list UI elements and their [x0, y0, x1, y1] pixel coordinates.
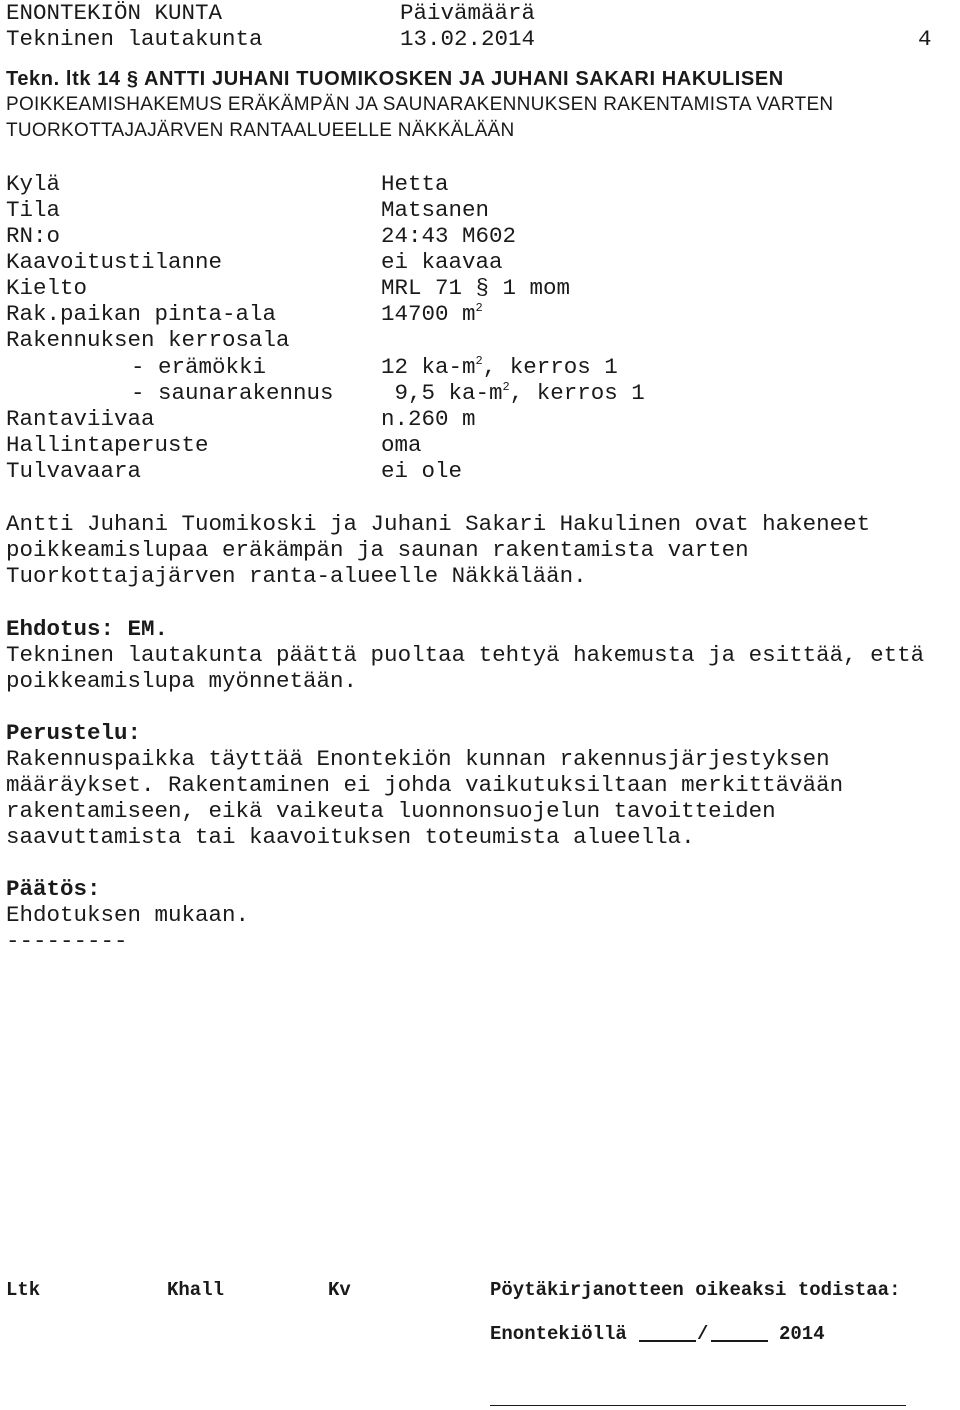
value-eramokki: 12 $ka-m^2$, kerros 1: [381, 354, 618, 380]
title-line-1: Tekn. ltk 14 § ANTTI JUHANI TUOMIKOSKEN JA JUHANI SAKARI HAKULISEN: [6, 68, 784, 90]
ehdotus-line-1: Tekninen lautakunta päättä puoltaa tehtyä hakemusta ja esittää, että: [6, 642, 925, 668]
intro-line-2: poikkeamislupaa eräkämpän ja saunan rakentamista varten: [6, 537, 749, 563]
value-rantaviiva: n.260 m: [381, 406, 476, 432]
separator-dashes: ---------: [6, 928, 128, 954]
paatos-heading: Päätös:: [6, 876, 101, 902]
perustelu-heading: Perustelu:: [6, 720, 142, 746]
page-number: 4: [918, 26, 932, 52]
label-tila: Tila: [6, 197, 61, 223]
header-date: 13.02.2014: [400, 26, 536, 52]
label-pinta-ala: Rak.paikan pinta-ala: [6, 301, 277, 327]
footer-slash: /: [697, 1323, 709, 1345]
value-pinta-ala: 14700 $m^2$: [381, 301, 483, 327]
paatos-text: Ehdotuksen mukaan.: [6, 902, 250, 928]
label-saunarakennus: - saunarakennus: [131, 380, 334, 406]
intro-line-1: Antti Juhani Tuomikoski ja Juhani Sakari Hakulinen ovat hakeneet: [6, 511, 871, 537]
value-kielto: MRL 71 § 1 mom: [381, 275, 571, 301]
label-rantaviiva: Rantaviivaa: [6, 406, 155, 432]
ehdotus-line-2: poikkeamislupa myönnetään.: [6, 668, 358, 694]
value-hallintaperuste: oma: [381, 432, 422, 458]
footer-certify: Pöytäkirjanotteen oikeaksi todistaa:: [490, 1279, 901, 1301]
label-eramokki: - erämökki: [131, 354, 267, 380]
label-kerrosala: Rakennuksen kerrosala: [6, 327, 290, 353]
label-rno: RN:o: [6, 223, 61, 249]
footer-ltk: Ltk: [6, 1279, 41, 1301]
day-blank-line: [639, 1340, 696, 1342]
title-line-2: POIKKEAMISHAKEMUS ERÄKÄMPÄN JA SAUNARAKENNUKSEN RAKENTAMISTA VARTEN: [6, 94, 834, 115]
signature-line: [490, 1405, 906, 1406]
footer-year: 2014: [779, 1323, 825, 1345]
header-committee: Tekninen lautakunta: [6, 26, 263, 52]
label-kyla: Kylä: [6, 171, 61, 197]
header-date-label: Päivämäärä: [400, 0, 536, 26]
label-kielto: Kielto: [6, 275, 88, 301]
perustelu-line-3: rakentamiseen, eikä vaikeuta luonnonsuojelun tavoitteiden: [6, 798, 776, 824]
label-kaavoitus: Kaavoitustilanne: [6, 249, 223, 275]
month-blank-line: [711, 1340, 768, 1342]
value-tila: Matsanen: [381, 197, 490, 223]
section-symbol: §: [126, 68, 139, 90]
label-hallintaperuste: Hallintaperuste: [6, 432, 209, 458]
value-rno: 24:43 M602: [381, 223, 517, 249]
perustelu-line-1: Rakennuspaikka täyttää Enontekiön kunnan rakennusjärjestyksen: [6, 746, 830, 772]
perustelu-line-4: saavuttamista tai kaavoituksen toteumista alueella.: [6, 824, 695, 850]
footer-kv: Kv: [328, 1279, 351, 1301]
value-saunarakennus: 9,5 $ka-m^2$, kerros 1: [381, 380, 645, 406]
title-line-3: TUORKOTTAJAJÄRVEN RANTAALUEELLE NÄKKÄLÄÄN: [6, 120, 515, 141]
ehdotus-heading: Ehdotus: EM.: [6, 616, 169, 642]
value-kaavoitus: ei kaavaa: [381, 249, 503, 275]
footer-place: Enontekiöllä: [490, 1323, 627, 1345]
footer-khall: Khall: [167, 1279, 225, 1301]
label-tulvavaara: Tulvavaara: [6, 458, 142, 484]
perustelu-line-2: määräykset. Rakentaminen ei johda vaikutuksiltaan merkittävään: [6, 772, 844, 798]
intro-line-3: Tuorkottajajärven ranta-alueelle Näkkälään.: [6, 563, 587, 589]
value-tulvavaara: ei ole: [381, 458, 463, 484]
header-org: ENONTEKIÖN KUNTA: [6, 0, 223, 26]
value-kyla: Hetta: [381, 171, 449, 197]
